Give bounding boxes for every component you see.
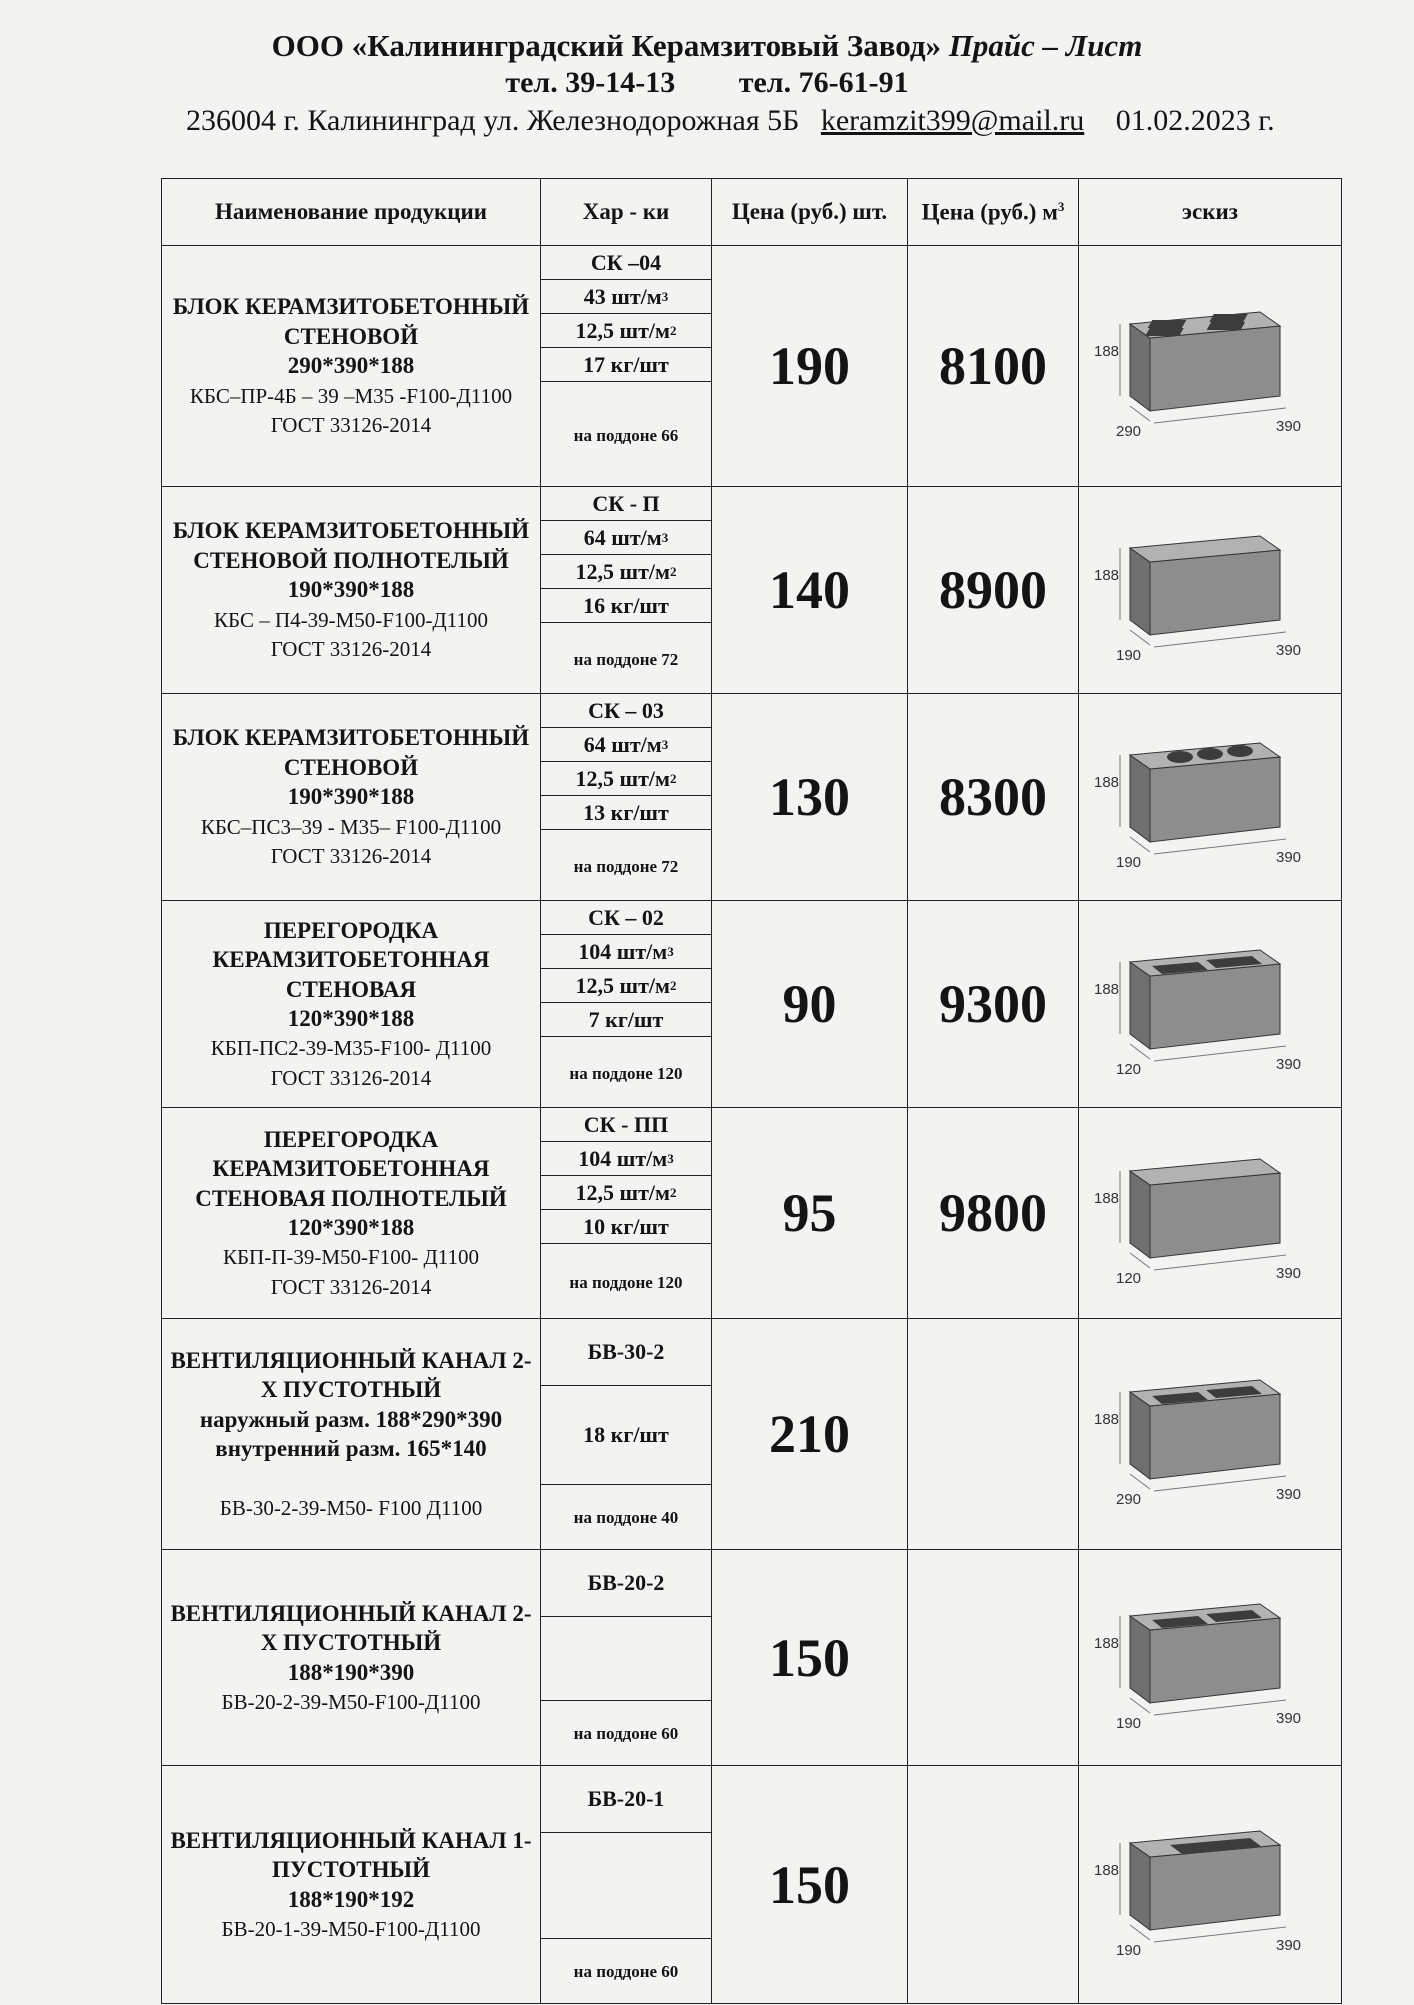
spec-item: [541, 1617, 711, 1701]
table-row: [162, 1108, 1342, 1319]
col-header-price-pc: Цена (руб.) шт.: [712, 179, 908, 246]
pallet-qty: на поддоне 40: [573, 1508, 679, 1527]
block-sketch-icon: [1090, 717, 1330, 877]
product-code: КБС – П4-39-М50-F100-Д1100: [214, 607, 488, 632]
dim-height-label: 188: [1094, 1861, 1120, 1879]
product-title: ВЕНТИЛЯЦИОННЫЙ КАНАЛ 1- ПУСТОТНЫЙ: [170, 1827, 532, 1883]
pallet-qty: на поддоне 72: [573, 650, 679, 669]
address: 236004 г. Калининград ул. Железнодорожная 5Б: [186, 104, 800, 137]
unit-exponent: 3: [667, 1150, 674, 1166]
company-name: ООО «Калининградский Керамзитовый Завод»: [271, 28, 942, 63]
product-title: ПЕРЕГОРОДКА КЕРАМЗИТОБЕТОННАЯ СТЕНОВАЯ ПОЛНОТЕЛЫЙ: [195, 1126, 507, 1211]
sketch-cell: [1079, 901, 1342, 1108]
block-side-face: [1130, 1171, 1150, 1258]
spec-item: 104 шт/м 3: [541, 1142, 711, 1176]
sketch-cell: [1079, 1550, 1342, 1766]
dim-height-label: 188: [1094, 981, 1120, 998]
dim-width-label: 120: [1116, 1061, 1142, 1078]
table-row: [162, 1550, 1342, 1766]
product-name-cell: [162, 1766, 541, 2004]
col-header-name: Наименование продукции: [162, 179, 541, 246]
product-size: 190*390*188: [287, 577, 415, 603]
dim-length-label: 390: [1276, 1936, 1302, 1954]
block-side-face: [1130, 962, 1150, 1049]
dim-line-length: [1154, 1476, 1286, 1491]
spec-cell: [541, 487, 712, 694]
product-size: 120*390*188: [287, 1215, 415, 1240]
spec-item: СК – 03: [541, 694, 711, 728]
spec-cell: [541, 694, 712, 901]
col-header-spec: Хар - ки: [541, 179, 712, 246]
price-table: [161, 178, 1342, 2004]
unit-exponent: 3: [667, 943, 674, 959]
spec-item: 18 кг/шт: [541, 1386, 711, 1485]
table-header-row: [162, 179, 1342, 246]
sketch-cell: [1079, 246, 1342, 487]
price-per-piece: 210: [712, 1319, 908, 1550]
dim-width-label: 190: [1116, 854, 1142, 871]
block-sketch-icon: [1090, 510, 1330, 670]
hole-shape: [1167, 751, 1193, 763]
spec-item: БВ-20-2: [541, 1550, 711, 1617]
price-per-m3: 9300: [908, 901, 1079, 1108]
spec-item: 17 кг/шт: [541, 348, 711, 382]
dim-length-label: 390: [1276, 1265, 1302, 1282]
dim-height-label: 188: [1094, 1411, 1120, 1428]
spec-stack: [541, 1550, 711, 1765]
price-per-piece: 150: [712, 1550, 908, 1766]
table-body: [162, 246, 1342, 2004]
sketch-cell: [1079, 1766, 1342, 2004]
price-per-m3: [908, 1319, 1079, 1550]
block-side-face: [1130, 755, 1150, 842]
dim-line-length: [1154, 1927, 1286, 1942]
dim-height-label: 188: [1094, 1190, 1120, 1207]
spec-item: 12,5 шт/м 2: [541, 762, 711, 796]
spec-item: 12,5 шт/м 2: [541, 314, 711, 348]
spec-item: 104 шт/м 3: [541, 935, 711, 969]
dim-width-label: 290: [1116, 423, 1142, 440]
product-title: БЛОК КЕРАМЗИТОБЕТОННЫЙ СТЕНОВОЙ: [172, 725, 530, 780]
block-front-face: [1150, 550, 1280, 635]
dim-length-label: 390: [1276, 1709, 1302, 1727]
product-gost: ГОСТ 33126-2014: [270, 413, 432, 438]
dim-length-label: 390: [1276, 1486, 1302, 1503]
block-side-face: [1130, 1616, 1150, 1703]
product-size: 188*190*192: [287, 1886, 415, 1912]
block-sketch-icon: [1090, 1805, 1330, 1965]
dim-length-label: 390: [1276, 642, 1302, 659]
spec-stack: [541, 1108, 711, 1318]
hole-shape: [1145, 328, 1184, 336]
table-row: [162, 1319, 1342, 1550]
dim-height-label: 188: [1094, 343, 1120, 360]
dim-line-length: [1154, 408, 1286, 423]
block-side-face: [1130, 1392, 1150, 1479]
dim-length-label: 390: [1276, 849, 1302, 866]
spec-item: 64 шт/м 3: [541, 521, 711, 555]
unit-exponent: 2: [669, 1184, 677, 1200]
spec-item: 7 кг/шт: [541, 1003, 711, 1037]
spec-stack: [541, 246, 711, 486]
dim-line-length: [1154, 839, 1286, 854]
block-front-face: [1150, 964, 1280, 1049]
sketch-cell: [1079, 1319, 1342, 1550]
sketch-cell: [1079, 487, 1342, 694]
col-header-sketch: эскиз: [1079, 179, 1342, 246]
unit-exponent: 3: [661, 736, 669, 752]
dim-length-label: 390: [1276, 418, 1302, 435]
spec-item: СК –04: [541, 246, 711, 280]
dim-width-label: 290: [1116, 1491, 1142, 1508]
pallet-qty: на поддоне 60: [573, 1962, 679, 1981]
dim-height-label: 188: [1094, 567, 1120, 584]
dim-width-label: 190: [1116, 1714, 1142, 1732]
unit-exponent: 3: [661, 288, 669, 304]
price-per-m3: 9800: [908, 1108, 1079, 1319]
spec-item: 13 кг/шт: [541, 796, 711, 830]
spec-item: СК - ПП: [541, 1108, 711, 1142]
table-row: [162, 487, 1342, 694]
block-front-face: [1150, 1173, 1280, 1258]
unit-exponent: 3: [1057, 198, 1065, 214]
doc-title: Прайс – Лист: [948, 28, 1143, 63]
spec-item: [541, 1833, 711, 1939]
price-per-piece: 95: [712, 1108, 908, 1319]
dim-width-label: 190: [1116, 647, 1142, 664]
product-code: КБП-ПС2-39-М35-F100- Д1100: [210, 1036, 492, 1061]
dim-line-length: [1154, 1700, 1286, 1715]
product-title: ВЕНТИЛЯЦИОННЫЙ КАНАЛ 2-Х ПУСТОТНЫЙ: [170, 1347, 532, 1403]
product-code: КБС–ПР-4Б – 39 –М35 -F100-Д1100: [189, 383, 513, 408]
product-gost: ГОСТ 33126-2014: [270, 844, 432, 869]
product-inner-size: внутренний разм. 165*140: [215, 1436, 487, 1461]
hole-shape: [1148, 320, 1187, 328]
pallet-qty: на поддоне 120: [569, 1064, 683, 1083]
dim-width-label: 120: [1116, 1270, 1142, 1287]
spec-item: БВ-20-1: [541, 1766, 711, 1833]
product-title: ВЕНТИЛЯЦИОННЫЙ КАНАЛ 2-Х ПУСТОТНЫЙ: [170, 1600, 532, 1656]
product-code: БВ-20-1-39-М50-F100-Д1100: [221, 1916, 481, 1941]
spec-item: 43 шт/м 3: [541, 280, 711, 314]
product-title: ПЕРЕГОРОДКА КЕРАМЗИТОБЕТОННАЯ СТЕНОВАЯ: [212, 917, 490, 1002]
date: 01.02.2023 г.: [1115, 104, 1275, 137]
col-header-price-m3: Цена (руб.) $м^3$: [908, 179, 1079, 246]
product-code: БВ-20-2-39-М50-F100-Д1100: [221, 1689, 481, 1714]
block-side-face: [1130, 1843, 1150, 1930]
dim-length-label: 390: [1276, 1056, 1302, 1073]
price-per-m3: 8900: [908, 487, 1079, 694]
dim-line-length: [1154, 1255, 1286, 1270]
product-name-cell: [162, 1108, 541, 1319]
dim-line-length: [1154, 1046, 1286, 1061]
block-sketch-icon: [1090, 286, 1330, 446]
block-side-face: [1130, 548, 1150, 635]
sketch-cell: [1079, 694, 1342, 901]
spec-item: 12,5 шт/м 2: [541, 1176, 711, 1210]
product-title: БЛОК КЕРАМЗИТОБЕТОННЫЙ СТЕНОВОЙ: [172, 294, 530, 349]
phones: [0, 66, 1414, 100]
product-outer-size: наружный разм. 188*290*390: [199, 1406, 503, 1432]
block-sketch-icon: [1090, 924, 1330, 1084]
pallet-qty: на поддоне 120: [569, 1273, 683, 1292]
spec-stack: [541, 901, 711, 1107]
spec-cell: [541, 1108, 712, 1319]
price-per-piece: 150: [712, 1766, 908, 2004]
block-front-face: [1150, 326, 1280, 411]
block-sketch-icon: [1090, 1354, 1330, 1514]
spec-item: 12,5 шт/м 2: [541, 555, 711, 589]
dim-height-label: 188: [1094, 774, 1120, 791]
product-gost: ГОСТ 33126-2014: [270, 637, 432, 662]
spec-stack: [541, 1319, 711, 1549]
spec-stack: [541, 487, 711, 693]
unit-exponent: 2: [669, 563, 677, 579]
table-row: [162, 1766, 1342, 2004]
price-per-m3: [908, 1766, 1079, 2004]
block-sketch-icon: [1090, 1133, 1330, 1293]
unit-exponent: 2: [669, 770, 677, 786]
phone-2: тел. 76-61-91: [738, 66, 909, 99]
spec-stack: [541, 1766, 711, 2003]
address-line: [186, 104, 1275, 138]
spec-cell: [541, 246, 712, 487]
spec-item: 64 шт/м 3: [541, 728, 711, 762]
product-code: КБС–ПС3–39 - М35– F100-Д1100: [200, 814, 502, 839]
spec-item: БВ-30-2: [541, 1319, 711, 1386]
price-per-piece: 140: [712, 487, 908, 694]
price-per-piece: 90: [712, 901, 908, 1108]
product-gost: ГОСТ 33126-2014: [270, 1065, 432, 1090]
product-size: 290*390*188: [287, 353, 415, 379]
dim-height-label: 188: [1094, 1634, 1120, 1652]
price-per-m3: [908, 1550, 1079, 1766]
price-per-m3: 8100: [908, 246, 1079, 487]
sketch-cell: [1079, 1108, 1342, 1319]
spec-cell: [541, 901, 712, 1108]
spec-cell: [541, 1319, 712, 1550]
dim-width-label: 190: [1116, 1941, 1142, 1959]
email-link[interactable]: keramzit399@mail.ru: [820, 104, 1085, 137]
table-row: [162, 901, 1342, 1108]
spec-item: 12,5 шт/м 2: [541, 969, 711, 1003]
product-name-cell: [162, 901, 541, 1108]
block-sketch-icon: [1090, 1578, 1330, 1738]
product-name-cell: [162, 1550, 541, 1766]
unit-exponent: 3: [661, 529, 669, 545]
price-per-piece: 190: [712, 246, 908, 487]
company-title: [0, 28, 1414, 64]
spec-item: СК - П: [541, 487, 711, 521]
price-per-m3: 8300: [908, 694, 1079, 901]
phone-1: тел. 39-14-13: [505, 66, 676, 99]
product-code: БВ-30-2-39-М50- F100 Д1100: [219, 1495, 483, 1520]
block-front-face: [1150, 1618, 1280, 1703]
product-code: КБП-П-39-М50-F100- Д1100: [222, 1245, 479, 1270]
hole-shape: [1209, 314, 1248, 322]
product-name-cell: [162, 246, 541, 487]
block-front-face: [1150, 757, 1280, 842]
product-size: 188*190*390: [287, 1659, 415, 1685]
table-row: [162, 694, 1342, 901]
hole-shape: [1197, 748, 1223, 760]
pallet-qty: на поддоне 72: [573, 857, 679, 876]
product-name-cell: [162, 1319, 541, 1550]
price-per-piece: 130: [712, 694, 908, 901]
pallet-qty: на поддоне 66: [573, 426, 679, 445]
table-row: [162, 246, 1342, 487]
product-name-cell: [162, 694, 541, 901]
spec-cell: [541, 1766, 712, 2004]
hole-shape: [1207, 322, 1246, 330]
pallet-qty: на поддоне 60: [573, 1724, 679, 1743]
block-front-face: [1150, 1845, 1280, 1930]
block-front-face: [1150, 1394, 1280, 1479]
product-name-cell: [162, 487, 541, 694]
spec-item: СК – 02: [541, 901, 711, 935]
spec-cell: [541, 1550, 712, 1766]
product-title: БЛОК КЕРАМЗИТОБЕТОННЫЙ СТЕНОВОЙ ПОЛНОТЕЛЫЙ: [172, 518, 530, 573]
product-size: 120*390*188: [287, 1006, 415, 1031]
product-size: 190*390*188: [287, 784, 415, 810]
unit-exponent: 2: [669, 322, 677, 338]
unit-exponent: 2: [669, 977, 677, 993]
product-gost: ГОСТ 33126-2014: [270, 1274, 432, 1299]
hole-shape: [1227, 745, 1253, 757]
dim-line-length: [1154, 632, 1286, 647]
block-side-face: [1130, 324, 1150, 411]
spec-item: 16 кг/шт: [541, 589, 711, 623]
spec-item: 10 кг/шт: [541, 1210, 711, 1244]
spec-stack: [541, 694, 711, 900]
